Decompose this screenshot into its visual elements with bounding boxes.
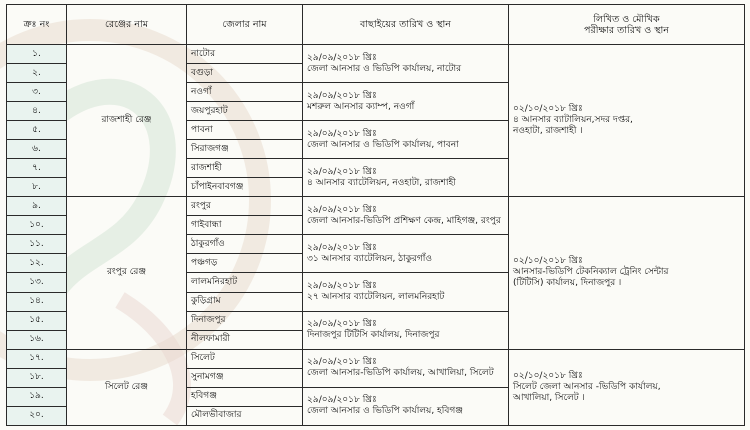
range-cell: রংপুর রেঞ্জ [67, 197, 187, 349]
serial-cell: ১০. [7, 216, 67, 235]
serial-cell: ১৪. [7, 292, 67, 311]
district-cell: লালমনিরহাট [187, 273, 303, 292]
district-cell: হবিগঞ্জ [187, 387, 303, 406]
selection-place: দিনাজপুর টিটিসি কার্যালয়, দিনাজপুর [307, 330, 440, 341]
serial-cell: ৭. [7, 159, 67, 178]
selection-place: জেলা আনসার ও ভিডিপি কার্যালয়, পাবনা [307, 139, 459, 150]
selection-cell [303, 197, 509, 235]
district-cell: পঞ্চগড় [187, 254, 303, 273]
serial-cell: ৬. [7, 140, 67, 159]
selection-place: ৪ আনসার ব্যাটেলিয়ন, নওহাটা, রাজশাহী [307, 177, 456, 188]
written-exam-date: ০২/১০/২০১৮ খ্রিঃ [513, 256, 583, 267]
serial-cell: ৫. [7, 121, 67, 140]
written-exam-date: ০২/১০/২০১৮ খ্রিঃ [513, 370, 583, 381]
district-cell: রাজশাহী [187, 159, 303, 178]
table-row [7, 197, 745, 216]
header-serial: ক্রঃ নং [7, 5, 67, 45]
serial-cell: ১৮. [7, 368, 67, 387]
selection-date: ২৯/০৯/২০১৮ খ্রিঃ [307, 52, 377, 63]
serial-cell: ২. [7, 64, 67, 83]
serial-cell: ১৭. [7, 349, 67, 368]
selection-cell [303, 235, 509, 273]
selection-date: ২৯/০৯/২০১৮ খ্রিঃ [307, 128, 377, 139]
written-exam-cell [509, 349, 745, 425]
district-cell: জয়পুরহাট [187, 102, 303, 121]
district-cell: ঠাকুরগাঁও [187, 235, 303, 254]
written-exam-cell [509, 45, 745, 197]
header-written-line2: পরীক্ষার তারিখ ও স্থান [584, 24, 669, 36]
written-exam-date: ০২/১০/২০১৮ খ্রিঃ [513, 104, 583, 115]
selection-place: মশরুল আনসার ক্যাম্প, নওগাঁ [307, 101, 415, 112]
serial-cell: ১৫. [7, 311, 67, 330]
selection-cell [303, 349, 509, 387]
district-cell: কুড়িগ্রাম [187, 292, 303, 311]
serial-cell: ৮. [7, 178, 67, 197]
serial-cell: ৪. [7, 102, 67, 121]
written-exam-line2: (টিটিসি) কার্যালয়, দিনাজপুর । [513, 278, 622, 289]
range-cell: রাজশাহী রেঞ্জ [67, 45, 187, 197]
selection-place: জেলা আনসার ও ভিডিপি কার্যালয়, নাটোর [307, 63, 462, 74]
selection-cell [303, 387, 509, 425]
written-exam-line1: আনসার-ভিডিপি টেকনিক্যাল ট্রেনিং সেন্টার [513, 267, 669, 278]
district-cell: সিরাজগঞ্জ [187, 140, 303, 159]
table-row [7, 349, 745, 368]
district-cell: গাইবান্ধা [187, 216, 303, 235]
district-cell: দিনাজপুর [187, 311, 303, 330]
selection-cell [303, 273, 509, 311]
serial-cell: ৩. [7, 83, 67, 102]
selection-date: ২৯/০৯/২০১৮ খ্রিঃ [307, 357, 377, 368]
header-range: রেঞ্জের নাম [67, 5, 187, 45]
selection-place: জেলা আনসার-ভিডিপি কার্যালয়, আখালিয়া, সিলেট [307, 368, 494, 379]
serial-cell: ১. [7, 45, 67, 64]
district-cell: নাটোর [187, 45, 303, 64]
district-cell: সুনামগঞ্জ [187, 368, 303, 387]
header-written-line1: লিখিত ও মৌখিক [593, 13, 660, 25]
district-cell: মৌলভীবাজার [187, 406, 303, 425]
range-cell: সিলেট রেঞ্জ [67, 349, 187, 425]
serial-cell: ৯. [7, 197, 67, 216]
header-district: জেলার নাম [187, 5, 303, 45]
header-row [7, 5, 745, 45]
selection-cell [303, 45, 509, 83]
district-cell: রংপুর [187, 197, 303, 216]
selection-date: ২৯/০৯/২০১৮ খ্রিঃ [307, 319, 377, 330]
serial-cell: ১৩. [7, 273, 67, 292]
serial-cell: ১১. [7, 235, 67, 254]
header-selection: বাছাইয়ের তারিখ ও স্থান [303, 5, 509, 45]
district-cell: নওগাঁ [187, 83, 303, 102]
district-cell: বগুড়া [187, 64, 303, 83]
written-exam-line2: আখালিয়া, সিলেট । [513, 392, 585, 403]
selection-place: জেলা আনসার ও ভিডিপি কার্যালয়, হবিগঞ্জ [307, 406, 463, 417]
selection-cell [303, 121, 509, 159]
written-exam-cell [509, 197, 745, 349]
selection-place: ২৭ আনসার ব্যাটেলিয়ন, লালমনিরহাট [307, 292, 445, 302]
district-cell: সিলেট [187, 349, 303, 368]
serial-cell: ২০. [7, 406, 67, 425]
district-cell: নীলফামারী [187, 330, 303, 349]
district-cell: চাঁপাইনবাবগঞ্জ [187, 178, 303, 197]
serial-cell: ১৯. [7, 387, 67, 406]
district-cell: পাবনা [187, 121, 303, 140]
recruitment-schedule-table [6, 4, 745, 426]
serial-cell: ১২. [7, 254, 67, 273]
written-exam-line1: ৪ আনসার ব্যাটালিয়ন,সদর দপ্তর, [513, 115, 633, 126]
selection-date: ২৯/০৯/২০১৮ খ্রিঃ [307, 395, 377, 406]
selection-cell [303, 311, 509, 349]
table-row [7, 45, 745, 64]
selection-date: ২৯/০৯/২০১৮ খ্রিঃ [307, 242, 377, 253]
selection-date: ২৯/০৯/২০১৮ খ্রিঃ [307, 166, 377, 177]
header-written [509, 5, 745, 45]
serial-cell: ১৬. [7, 330, 67, 349]
selection-date: ২৯/০৯/২০১৮ খ্রিঃ [307, 90, 377, 101]
selection-place: ৩১ আনসার ব্যাটেলিয়ন, ঠাকুরগাঁও [307, 253, 433, 264]
written-exam-line2: নওহাটা, রাজশাহী । [513, 126, 583, 137]
selection-date: ২৯/০৯/২০১৮ খ্রিঃ [307, 281, 377, 291]
selection-place: জেলা আনসার-ভিডিপি প্রশিক্ষণ কেন্দ্র, মাহিগঞ্জ, রংপুর [307, 215, 501, 226]
selection-date: ২৯/০৯/২০১৮ খ্রিঃ [307, 204, 377, 215]
written-exam-line1: সিলেট জেলা আনসার -ভিডিপি কার্যালয়, [513, 381, 661, 392]
selection-cell [303, 83, 509, 121]
selection-cell [303, 159, 509, 197]
